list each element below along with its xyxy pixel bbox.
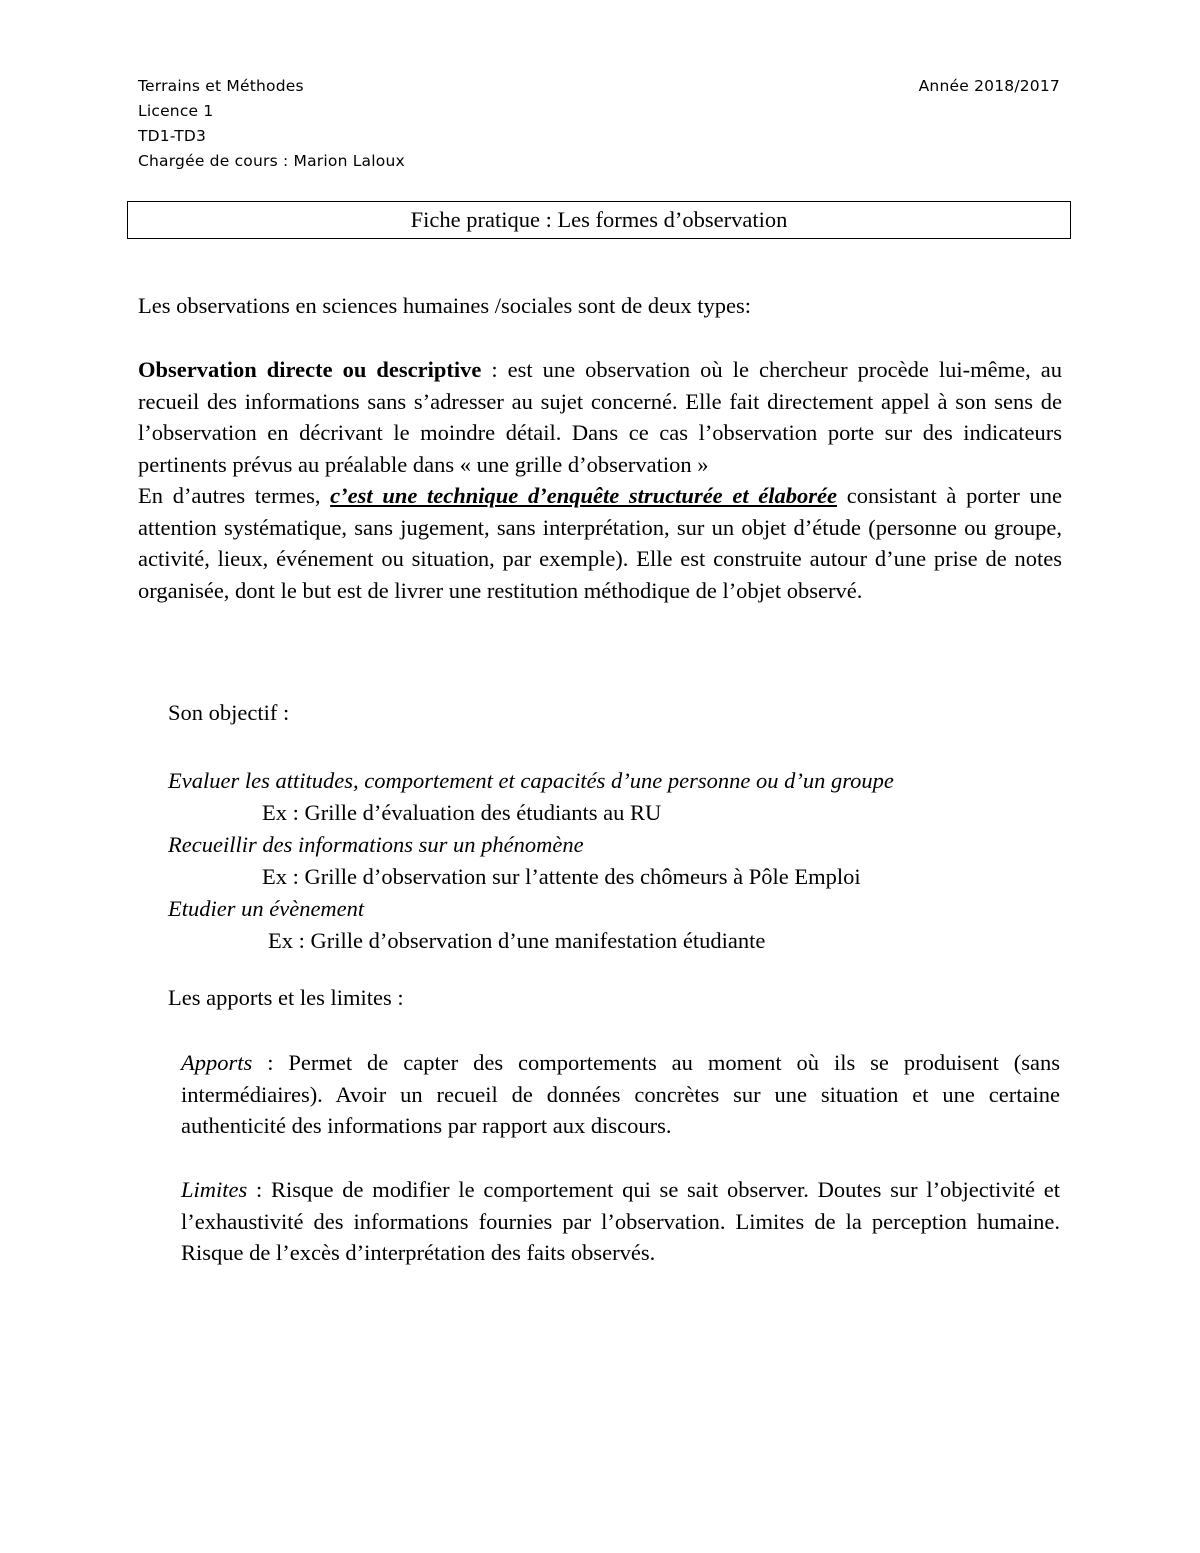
list-item: [168, 893, 1068, 925]
list-item: [168, 765, 1068, 797]
apports-paragraph: [181, 1047, 1060, 1142]
goal-text: Recueillir des informations sur un phénomène: [168, 832, 584, 857]
definition-text: : est une observation où le chercheur procède lui-même, au recueil des informations sans s’adresser au sujet concerné. Elle fait directement appel à son sens de l’observation en décrivant le moindre détail. Dans ce cas l’observation porte sur des indicateurs pertinents prévus au préalable dans « une grille d’observation »: [138, 357, 1062, 477]
course-name: Terrains et Méthodes: [138, 77, 304, 95]
goal-text: Etudier un évènement: [168, 896, 365, 921]
list-item: [168, 829, 1068, 861]
objectif-list: [168, 765, 1068, 957]
example-text: Ex : Grille d’observation d’une manifestation étudiante: [268, 928, 766, 953]
technique-emphasis: c’est une technique d’enquête structurée et élaborée: [330, 483, 838, 508]
header-info: [138, 74, 405, 174]
course-groups: TD1-TD3: [138, 127, 207, 145]
limites-text: : Risque de modifier le comportement qui se sait observer. Doutes sur l’objectivité et l’exhaustivité des informations fournies par l’observation. Limites de la perception humaine. Risque de l’excès d’interprétation des faits observés.: [181, 1177, 1060, 1265]
academic-year: Année 2018/2017: [918, 77, 1060, 95]
definition-section: [138, 354, 1062, 606]
technique-paragraph: [138, 480, 1062, 606]
objectif-heading: Son objectif :: [168, 700, 290, 725]
intro-text: Les observations en sciences humaines /sociales sont de deux types:: [138, 293, 751, 318]
apports-text: : Permet de capter des comportements au moment où ils se produisent (sans intermédiaires). Avoir un recueil de données concrètes sur une situation et une certaine authenticité des informations par rapport aux discours.: [181, 1050, 1060, 1138]
example-text: Ex : Grille d’évaluation des étudiants au RU: [262, 800, 662, 825]
limites-paragraph: [181, 1174, 1060, 1269]
technique-intro: En d’autres termes,: [138, 483, 331, 508]
example-text: Ex : Grille d’observation sur l’attente des chômeurs à Pôle Emploi: [262, 864, 861, 889]
limites-term: Limites: [181, 1177, 248, 1202]
goal-text: Evaluer les attitudes, comportement et capacités d’une personne ou d’un groupe: [168, 768, 894, 793]
definition-paragraph: [138, 354, 1062, 480]
apports-limites-heading: Les apports et les limites :: [168, 985, 404, 1010]
course-level: Licence 1: [138, 102, 214, 120]
technique-text: consistant à porter une attention systématique, sans jugement, sans interprétation, sur un objet d’étude (personne ou groupe, activité, lieux, événement ou situation, par exemple). Elle est construite autour d’une prise de notes organisée, dont le but est de livrer une restitution méthodique de l’objet observé.: [138, 483, 1063, 603]
page-title: Fiche pratique : Les formes d’observation: [127, 201, 1071, 239]
lecturer: Chargée de cours : Marion Laloux: [138, 152, 405, 170]
apports-term: Apports: [181, 1050, 253, 1075]
definition-term: Observation directe ou descriptive: [138, 357, 482, 382]
